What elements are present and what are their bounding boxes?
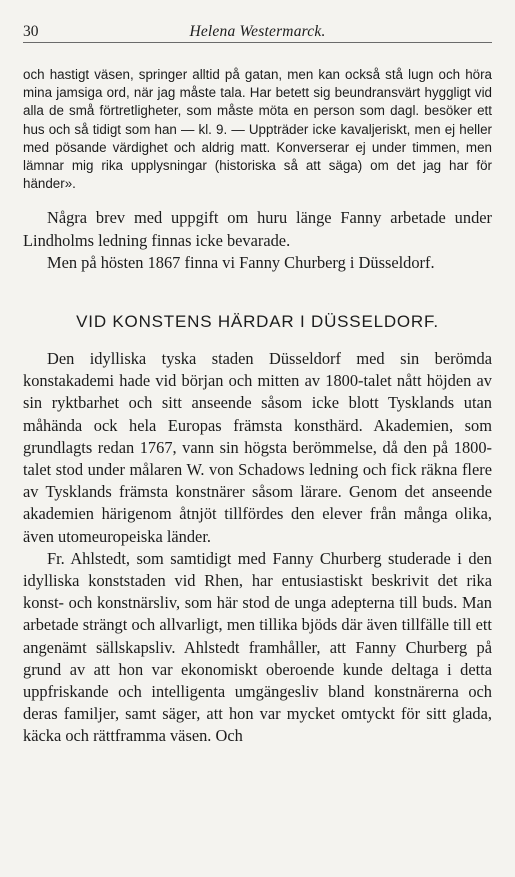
running-header (23, 22, 492, 43)
body-paragraph: Men på hösten 1867 finna vi Fanny Churberg i Düsseldorf. (47, 252, 435, 272)
running-title: Helena Westermarck. (189, 23, 326, 40)
quoted-letter-excerpt: och hastigt väsen, springer alltid på gatan, men kan också stå lugn och höra mina jamsiga ord, när jag måste tala. Har betett sig beundransvärt hyggligt vid alla de små förtretligheter, som måste möta en person som dagl. besöker ett hus och så tidigt som han — kl. 9. — Uppträder icke kavaljeriskt, men ej heller med pösande värdighet och aldrig matt. Konverserar ej under timmen, men lämnar mig rika upplysningar (historiska så att säga) om det jag har för händer». (23, 67, 492, 192)
section-heading: VID KONSTENS HÄRDAR I DÜSSELDORF. (76, 312, 439, 332)
page-number: 30 (23, 23, 39, 40)
body-paragraph: Den idylliska tyska staden Düsseldorf med sin berömda konstakademi hade vid början och mitten av 1800-talet nått höjden av sin ryktbarhet och sitt anseende såsom icke blott Tysklands utan måhända ock hela Europas främsta konsthärd. Akademien, som grundlagts redan 1767, vann sin högsta berömmelse, då den på 1800-talet stod under målaren W. von Schadows ledning och fick räkna flere av Tysklands främsta konstnärer såsom lärare. Genom det anseende akademien härigenom åtnjöt tillfördes den elever från många olika, även utomeuropeiska länder. (23, 349, 492, 546)
intro-block (23, 207, 492, 274)
body-paragraph: Några brev med uppgift om huru länge Fanny arbetade under Lindholms ledning finnas icke bevarade. (23, 208, 492, 250)
body-paragraph: Fr. Ahlstedt, som samtidigt med Fanny Churberg studerade i den idylliska konststaden vid Rhen, har entusiastiskt beskrivit det rika konst- och konstnärsliv, som här stod de unga adepterna till buds. Man arbetade strängt och allvarligt, men tillika bjöds där även tillfälle till ett angenämt sällskapsliv. Ahlstedt framhåller, att Fanny Churberg på grund av att hon var ekonomiskt oberoende kunde deltaga i detta uppfriskande och intelligenta umgängesliv bland konstnärerna och deras familjer, samt säger, att hon var mycket omtyckt för sitt glada, käcka och rättframma väsen. Och (23, 548, 492, 746)
